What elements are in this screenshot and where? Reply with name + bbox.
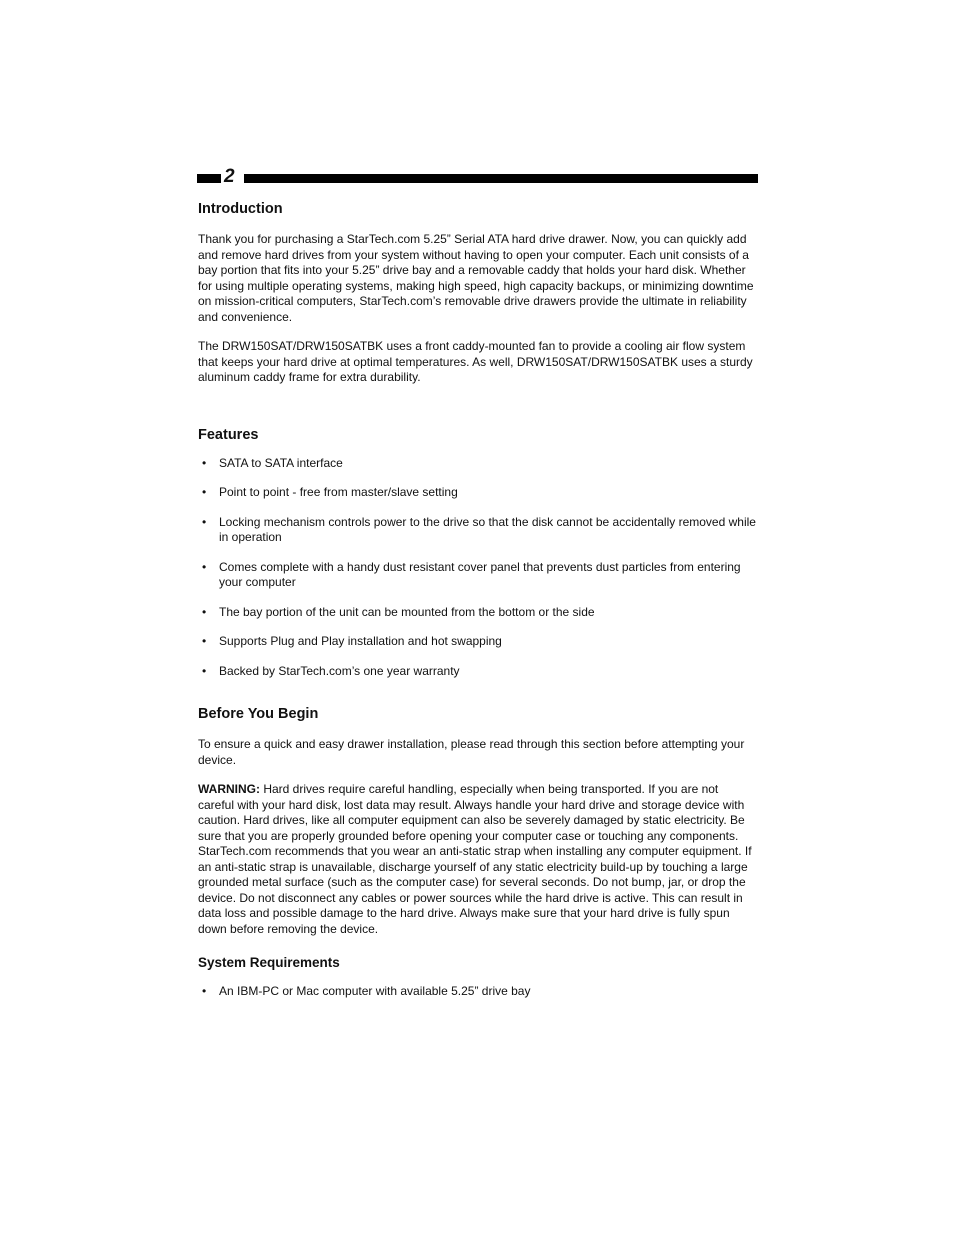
features-list bbox=[198, 456, 756, 680]
list-item: • Comes complete with a handy dust resistant cover panel that prevents dust particles from entering your computer bbox=[202, 559, 741, 589]
introduction-paragraph-2: The DRW150SAT/DRW150SATBK uses a front caddy-mounted fan to provide a cooling air flow system that keeps your hard drive at optimal temperatures. As well, DRW150SAT/DRW150SATBK uses a sturdy aluminum caddy frame for extra durability. bbox=[198, 339, 753, 384]
warning-label: WARNING: bbox=[198, 782, 260, 796]
list-item: • Point to point - free from master/slave setting bbox=[202, 485, 458, 499]
introduction-paragraph-1: Thank you for purchasing a StarTech.com 5.25” Serial ATA hard drive drawer. Now, you can quickly add and remove hard drives from your system without having to open your computer. Each unit consists of a bay portion that fits into your 5.25” drive bay and a removable caddy that holds your hard disk. Whether for using multiple operating systems, making high speed, high capacity backups, or minimizing downtime on mission-critical computers, StarTech.com’s removable drive drawers provide the ultimate in reliability and convenience. bbox=[198, 232, 754, 324]
introduction-heading: Introduction bbox=[198, 201, 283, 217]
page-header-bar bbox=[197, 168, 758, 186]
bullet-icon: • bbox=[202, 514, 207, 529]
bullet-icon: • bbox=[202, 485, 207, 499]
page-number: 2 bbox=[224, 166, 235, 187]
list-item: • Locking mechanism controls power to the drive so that the disk cannot be accidentally removed while in operation bbox=[202, 514, 756, 544]
features-heading: Features bbox=[198, 426, 259, 443]
header-rule-right bbox=[244, 174, 758, 183]
bullet-icon: • bbox=[202, 559, 207, 574]
bullet-icon: • bbox=[202, 663, 207, 678]
list-item: • SATA to SATA interface bbox=[202, 455, 343, 470]
system-requirements-list bbox=[198, 984, 756, 1000]
bullet-icon: • bbox=[202, 984, 207, 998]
page-content bbox=[198, 200, 756, 1000]
before-you-begin-paragraph: To ensure a quick and easy drawer installation, please read through this section before attempting your device. bbox=[198, 737, 745, 767]
bullet-icon: • bbox=[202, 604, 207, 619]
list-item: • Backed by StarTech.com’s one year warranty bbox=[202, 663, 460, 678]
header-rule-left bbox=[197, 174, 221, 183]
system-requirements-heading: System Requirements bbox=[198, 955, 340, 970]
list-item: • The bay portion of the unit can be mounted from the bottom or the side bbox=[202, 604, 595, 619]
before-you-begin-heading: Before You Begin bbox=[198, 706, 319, 722]
bullet-icon: • bbox=[202, 455, 207, 470]
warning-paragraph bbox=[198, 782, 756, 937]
bullet-icon: • bbox=[202, 634, 207, 648]
warning-text: Hard drives require careful handling, especially when being transported. If you are not careful with your hard disk, lost data may result. Always handle your hard drive and storage device with caution. Hard drives, like all computer equipment can also be severely damaged by static electricity. Be sure that you are properly grounded before opening your computer case or touching any components. StarTech.com recommends that you wear an anti-static strap when installing any computer equipment. If an anti-static strap is unavailable, discharge yourself of any static electricity build-up by touching a large grounded metal surface (such as the computer case) for several seconds. Do not bump, jar, or drop the device. Do not disconnect any cables or power sources while the hard drive is active. This can result in data loss and possible damage to the hard drive. Always make sure that your hard drive is fully spun down before removing the device. bbox=[198, 782, 752, 936]
list-item: • An IBM-PC or Mac computer with available 5.25” drive bay bbox=[202, 984, 531, 998]
list-item: • Supports Plug and Play installation and hot swapping bbox=[202, 634, 502, 648]
